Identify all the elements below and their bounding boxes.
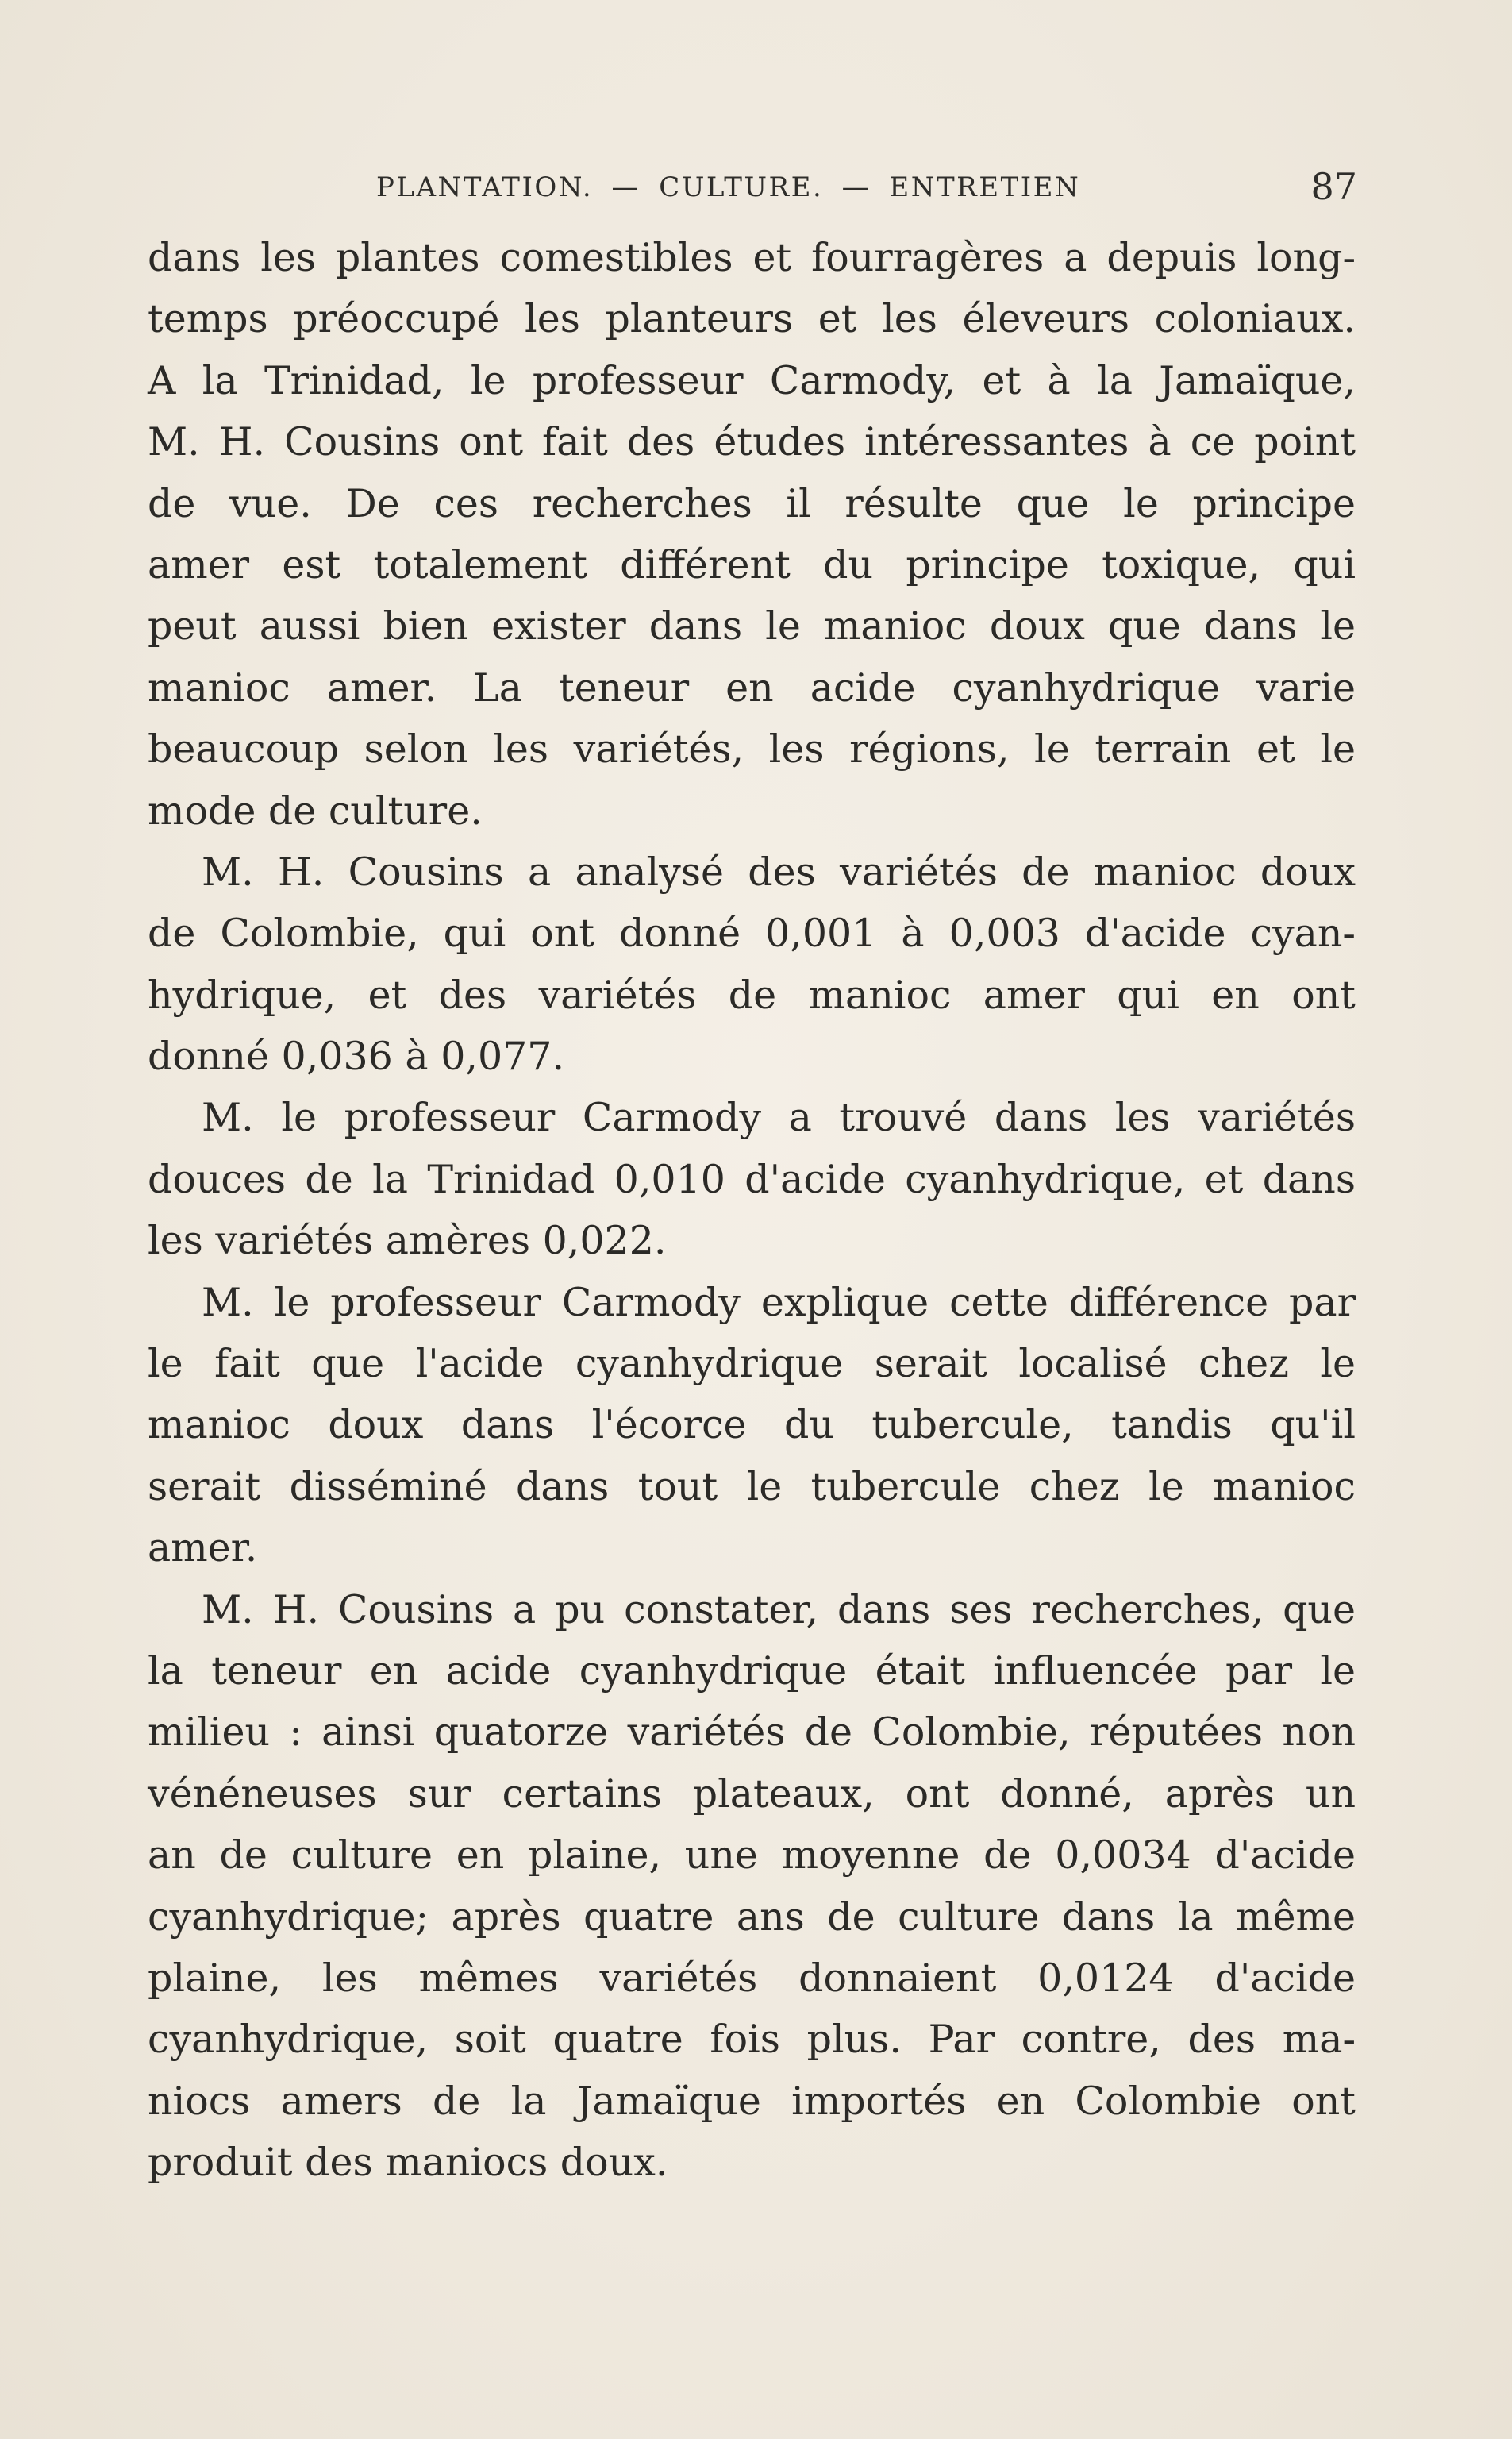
text-line: M. le professeur Carmody a trouvé dans les variétés (202, 1095, 1356, 1141)
page-number: 87 (1310, 165, 1357, 208)
text-line: an de culture en plaine, une moyenne de 0,0034 d'acide (148, 1832, 1356, 1878)
text-line: niocs amers de la Jamaïque importés en Colombie ont (148, 2078, 1356, 2124)
text-line: de vue. De ces recherches il résulte que le principe (148, 480, 1356, 526)
text-line: temps préoccupé les planteurs et les éleveurs coloniaux. (148, 296, 1356, 342)
text-line: M. le professeur Carmody explique cette différence par (202, 1279, 1356, 1325)
text-line: cyanhydrique; après quatre ans de culture dans la même (148, 1894, 1356, 1940)
text-line: M. H. Cousins a pu constater, dans ses recherches, que (202, 1586, 1356, 1632)
text-line: mode de culture. (148, 788, 483, 834)
text-line: plaine, les mêmes variétés donnaient 0,0124 d'acide (148, 1955, 1356, 2001)
text-line: manioc amer. La teneur en acide cyanhydrique varie (148, 665, 1356, 711)
text-line: serait disséminé dans tout le tubercule chez le manioc (148, 1463, 1356, 1509)
text-line: amer. (148, 1525, 258, 1571)
text-line: M. H. Cousins ont fait des études intéressantes à ce point (148, 419, 1356, 465)
text-line: la teneur en acide cyanhydrique était influencée par le (148, 1647, 1356, 1693)
text-line: le fait que l'acide cyanhydrique serait localisé chez le (148, 1341, 1356, 1387)
text-line: milieu : ainsi quatorze variétés de Colombie, réputées non (148, 1709, 1356, 1755)
text-line: M. H. Cousins a analysé des variétés de manioc doux (202, 849, 1356, 895)
text-line: douces de la Trinidad 0,010 d'acide cyanhydrique, et dans (148, 1156, 1356, 1202)
text-line: A la Trinidad, le professeur Carmody, et à la Jamaïque, (148, 357, 1356, 403)
text-line: donné 0,036 à 0,077. (148, 1034, 565, 1080)
text-line: les variétés amères 0,022. (148, 1218, 667, 1264)
text-line: beaucoup selon les variétés, les régions, le terrain et le (148, 726, 1356, 773)
text-line: hydrique, et des variétés de manioc amer qui en ont (148, 972, 1356, 1018)
text-line: manioc doux dans l'écorce du tubercule, tandis qu'il (148, 1402, 1356, 1448)
body-text (148, 227, 1356, 2194)
text-line: dans les plantes comestibles et fourragères a depuis long- (148, 235, 1356, 280)
text-line: de Colombie, qui ont donné 0,001 à 0,003 d'acide cyan- (148, 911, 1356, 957)
text-line: produit des maniocs doux. (148, 2140, 668, 2186)
running-head (146, 165, 1357, 210)
running-title: PLANTATION. — CULTURE. — ENTRETIEN (376, 171, 1081, 203)
text-line: amer est totalement différent du principe toxique, qui (148, 541, 1356, 588)
text-line: vénéneuses sur certains plateaux, ont donné, après un (148, 1770, 1356, 1817)
text-line: peut aussi bien exister dans le manioc doux que dans le (148, 603, 1356, 649)
text-line: cyanhydrique, soit quatre fois plus. Par contre, des ma- (148, 2017, 1356, 2063)
